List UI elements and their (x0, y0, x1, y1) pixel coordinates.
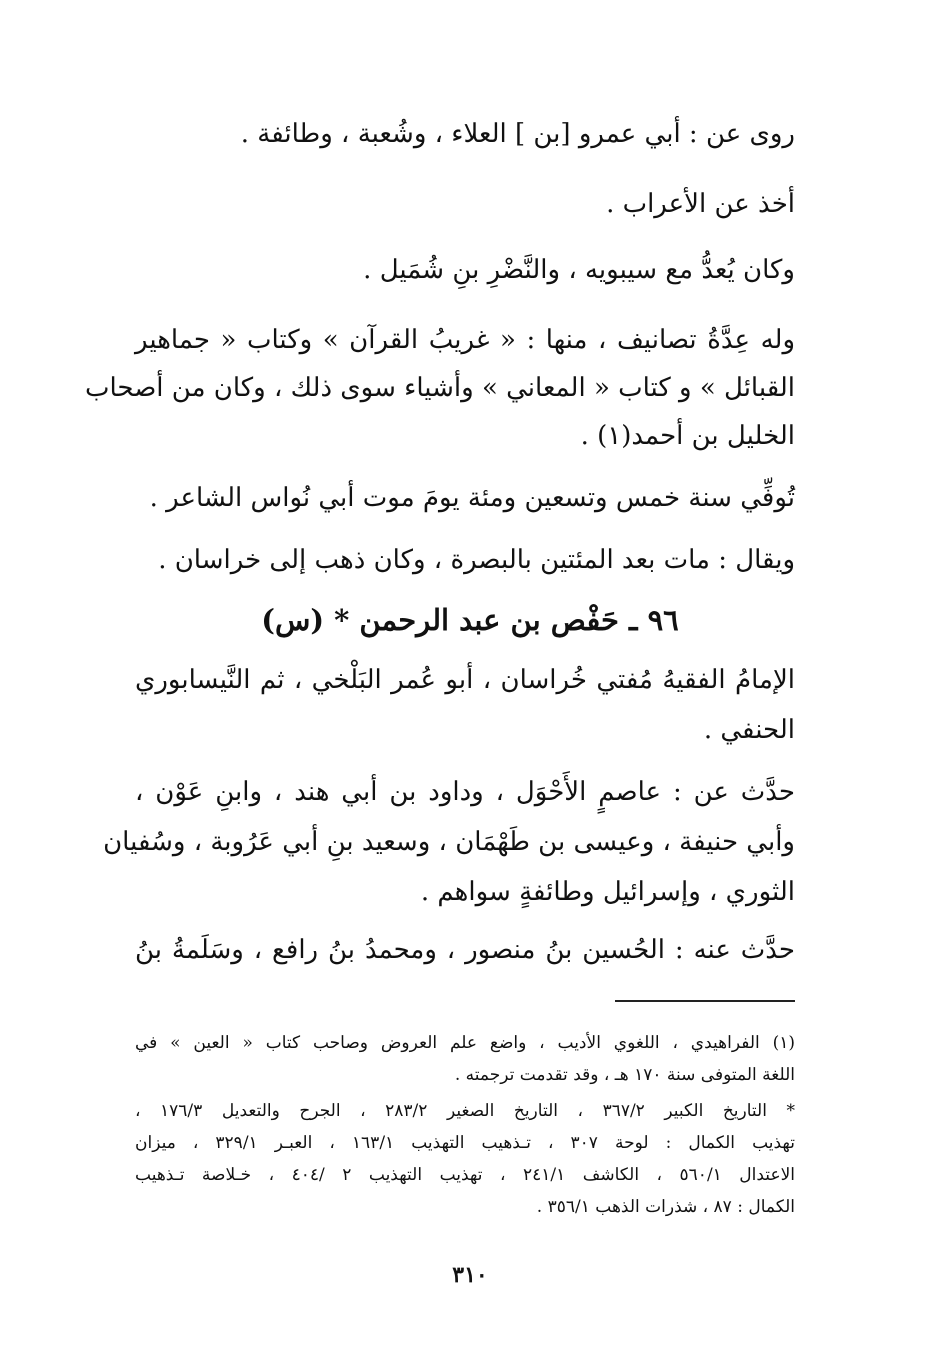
footnote-line-3: * التاريخ الكبير ٣٦٧/٢ ، التاريخ الصغير ٢٨٣/٢ ، الجرح والتعديل ١٧٦/٣ ، (135, 1101, 796, 1121)
text-line-11: حدَّث عن : عاصمٍ الأَحْوَل ، وداود بن أبي هند ، وابنِ عَوْن ، (135, 777, 795, 807)
footnote-line-1: (١) الفراهيدي ، اللغوي الأديب ، واضع علم العروض وصاحب كتاب « العين » في (135, 1033, 795, 1053)
text-line-6: الخليل بن أحمد(١) . (580, 421, 795, 451)
page-number: ٣١٠ (452, 1262, 488, 1288)
text-line-13: الثوري ، وإسرائيل وطائفةٍ سواهم . (420, 877, 795, 907)
text-line-5: القبائل » و كتاب « المعاني » وأشياء سوى ذلك ، وكان من أصحاب (85, 373, 795, 403)
footnote-line-6: الكمال : ٨٧ ، شذرات الذهب ٣٥٦/١ . (536, 1197, 795, 1217)
footnote-line-5: الاعتدال ٥٦٠/١ ، الكاشف ٢٤١/١ ، تهذيب التهذيب ٢ /٤٠٤ ، خـلاصة تـذهيب (135, 1165, 795, 1185)
footnote-divider (615, 1000, 795, 1002)
text-line-4: وله عِدَّةُ تصانيف ، منها : « غريبُ القرآن » وكتاب « جماهير (135, 325, 795, 355)
text-line-3: وكان يُعدُّ مع سيبويه ، والنَّضْرِ بنِ شُمَيل . (363, 255, 795, 285)
text-line-12: وأبي حنيفة ، وعيسى بن طَهْمَان ، وسعيد بنِ أبي عَرُوبة ، وسُفيان (103, 827, 795, 857)
text-line-7: تُوفِّي سنة خمس وتسعين ومئة يومَ موت أبي نُواس الشاعر . (149, 483, 795, 513)
text-line-2: أخذ عن الأعراب . (606, 189, 795, 219)
text-line-8: ويقال : مات بعد المئتين بالبصرة ، وكان ذهب إلى خراسان . (158, 545, 795, 575)
text-line-10: الحنفي . (703, 715, 795, 745)
footnote-line-2: اللغة المتوفى سنة ١٧٠ هـ ، وقد تقدمت ترجمته . (454, 1065, 795, 1085)
text-line-14: حدَّث عنه : الحُسين بنُ منصور ، ومحمدُ بنُ رافع ، وسَلَمةُ بنُ (135, 935, 795, 965)
entry-heading: ٩٦ ـ حَفْص بن عبد الرحمن * (س) (261, 603, 679, 637)
footnote-line-4: تهذيب الكمال : لوحة ٣٠٧ ، تـذهيب التهذيب ١٦٣/١ ، العبـر ٣٢٩/١ ، ميزان (135, 1133, 795, 1153)
text-line-9: الإمامُ الفقيهُ مُفتي خُراسان ، أبو عُمر البَلْخي ، ثم النَّيسابوري (135, 665, 795, 695)
text-line-1: روى عن : أبي عمرو [بن ] العلاء ، وشُعبة ، وطائفة . (240, 119, 795, 149)
